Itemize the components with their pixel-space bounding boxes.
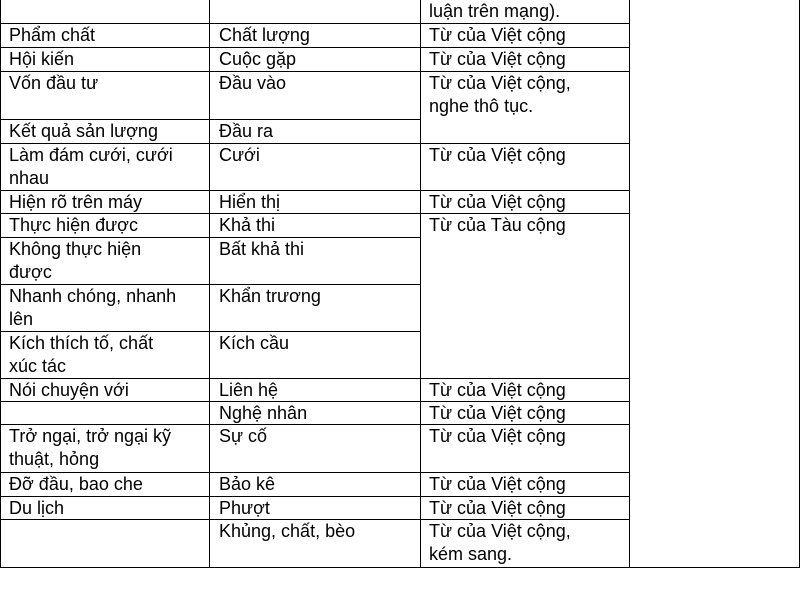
table-cell-col1: Đỡ đầu, bao che xyxy=(9,474,143,494)
table-cell-col3: Từ của Tàu cộng xyxy=(429,215,566,235)
table-cell-col2: Khủng, chất, bèo xyxy=(219,521,356,541)
table-cell-col2: Đầu vào xyxy=(219,73,287,93)
table-cell-col2: Kích cầu xyxy=(219,333,290,353)
table-cell-col2: Sự cố xyxy=(219,426,268,446)
table-cell-col3: Từ của Việt cộng xyxy=(429,498,566,518)
table-cell-col1: Du lịch xyxy=(9,498,65,518)
table-cell-col1: Phẩm chất xyxy=(9,25,96,45)
table-cell-col1: Nhanh chóng, nhanh lên xyxy=(9,286,177,329)
table-cell-col2: Phượt xyxy=(219,498,270,518)
table-cell-col3: Từ của Việt cộng xyxy=(429,474,566,494)
row-divider xyxy=(629,567,800,568)
table-cell-col1: Nói chuyện với xyxy=(9,380,129,400)
table-cell-col1: Làm đám cưới, cưới nhau xyxy=(9,145,173,188)
table-cell-col1: Hiện rõ trên máy xyxy=(9,192,143,212)
table-cell-col2: Bảo kê xyxy=(219,474,276,494)
table-cell-col1: Hội kiến xyxy=(9,49,75,69)
table-cell-col3: Từ của Việt cộng xyxy=(429,403,566,423)
column-divider xyxy=(629,0,630,568)
table-cell-col2: Đầu ra xyxy=(219,121,274,141)
table-cell-col1: Thực hiện được xyxy=(9,215,138,235)
table-cell-col3: Từ của Việt cộng xyxy=(429,145,566,165)
table-cell-col1: Không thực hiện được xyxy=(9,239,142,282)
table-cell-col3: luận trên mạng). xyxy=(429,1,561,21)
table-cell-col2: Hiển thị xyxy=(219,192,281,212)
table-cell-col1: Kích thích tố, chất xúc tác xyxy=(9,333,154,376)
table-cell-col2: Bất khả thi xyxy=(219,239,305,259)
table-cell-col3: Từ của Việt cộng xyxy=(429,25,566,45)
table-cell-col2: Khẩn trương xyxy=(219,286,321,306)
table-cell-col2: Cưới xyxy=(219,145,260,165)
column-divider xyxy=(420,0,421,568)
table-cell-col2: Cuộc gặp xyxy=(219,49,297,69)
row-divider xyxy=(0,567,421,568)
table-cell-col1: Kết quả sản lượng xyxy=(9,121,158,141)
table-cell-col3: Từ của Việt cộng, kém sang. xyxy=(429,521,571,564)
table-cell-col3: Từ của Việt cộng xyxy=(429,49,566,69)
table-cell-col2: Khả thi xyxy=(219,215,276,235)
table-cell-col3: Từ của Việt cộng xyxy=(429,380,566,400)
table-cell-col3: Từ của Việt cộng, nghe thô tục. xyxy=(429,73,571,116)
table-cell-col3: Từ của Việt cộng xyxy=(429,192,566,212)
column-divider xyxy=(0,0,1,568)
table-cell-col2: Liên hệ xyxy=(219,380,279,400)
table-cell-col2: Chất lượng xyxy=(219,25,310,45)
table-cell-col2: Nghệ nhân xyxy=(219,403,308,423)
row-divider xyxy=(420,567,630,568)
column-divider xyxy=(209,0,210,568)
table-cell-col3: Từ của Việt cộng xyxy=(429,426,566,446)
table-cell-col1: Trở ngại, trở ngại kỹ thuật, hỏng xyxy=(9,426,171,469)
table-cell-col1: Vốn đầu tư xyxy=(9,73,99,93)
